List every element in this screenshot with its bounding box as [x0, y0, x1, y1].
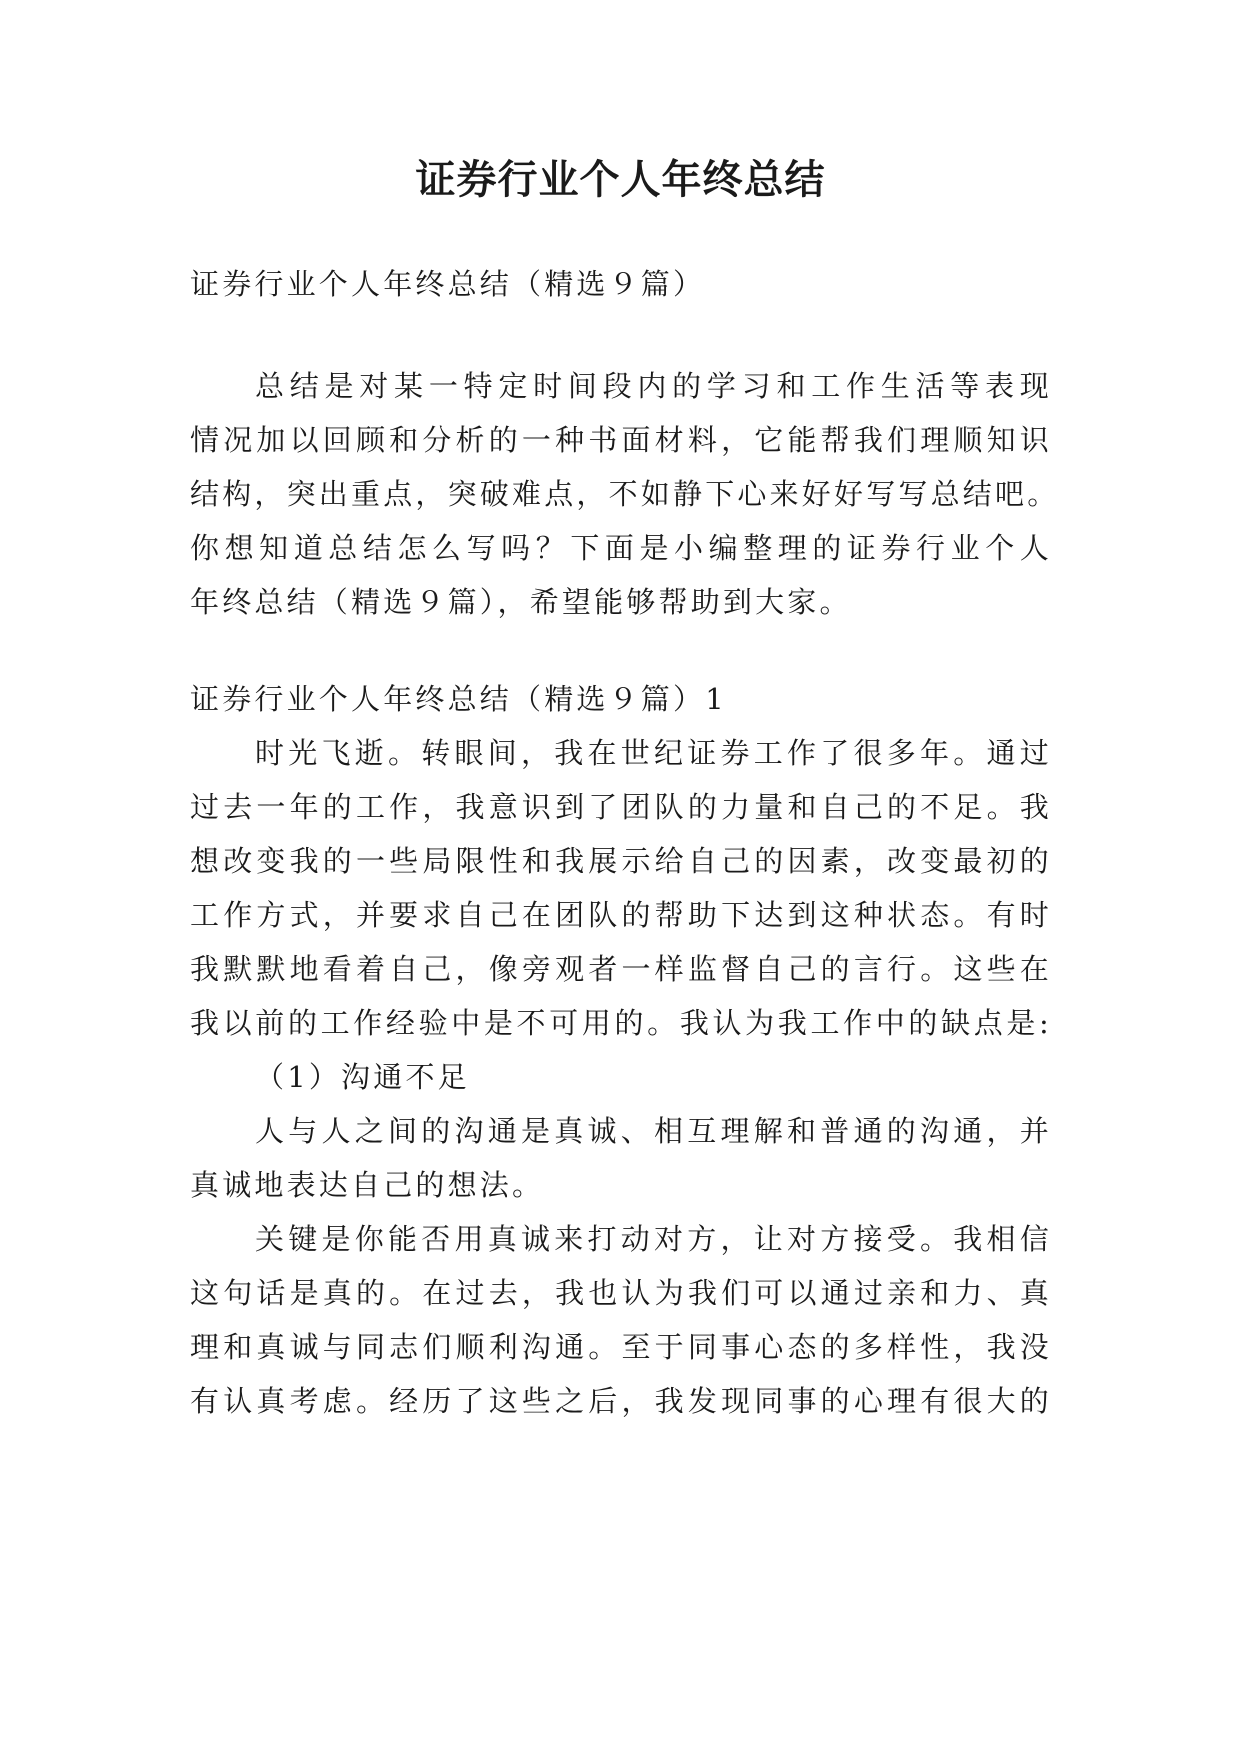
- intro-line: 情况加以回顾和分析的一种书面材料，它能帮我们理顺知识: [190, 423, 1052, 457]
- document-title: 证券行业个人年终总结: [415, 157, 826, 203]
- body-line: 我以前的工作经验中是不可用的。我认为我工作中的缺点是:: [190, 1006, 1052, 1040]
- body-line: 有认真考虑。经历了这些之后，我发现同事的心理有很大的: [190, 1384, 1052, 1418]
- body-line: 工作方式，并要求自己在团队的帮助下达到这种状态。有时: [190, 898, 1052, 932]
- body-line: 我默默地看着自己，像旁观者一样监督自己的言行。这些在: [190, 952, 1052, 986]
- body-line: 人与人之间的沟通是真诚、相互理解和普通的沟通，并: [255, 1114, 1052, 1148]
- body-line: 关键是你能否用真诚来打动对方，让对方接受。我相信: [255, 1222, 1052, 1256]
- document-subtitle: 证券行业个人年终总结（精选９篇）: [190, 267, 706, 301]
- body-line: 理和真诚与同志们顺利沟通。至于同事心态的多样性，我没: [190, 1330, 1052, 1364]
- body-line: 时光飞逝。转眼间，我在世纪证券工作了很多年。通过: [255, 736, 1052, 770]
- section-heading: 证券行业个人年终总结（精选９篇）1: [190, 682, 727, 716]
- list-item-heading: （1）沟通不足: [255, 1060, 470, 1094]
- body-line: 真诚地表达自己的想法。: [190, 1168, 545, 1202]
- intro-line: 总结是对某一特定时间段内的学习和工作生活等表现: [255, 369, 1052, 403]
- body-line: 过去一年的工作，我意识到了团队的力量和自己的不足。我: [190, 790, 1052, 824]
- body-line: 想改变我的一些局限性和我展示给自己的因素，改变最初的: [190, 844, 1052, 878]
- intro-line: 年终总结（精选９篇），希望能够帮助到大家。: [190, 585, 852, 619]
- intro-line: 你想知道总结怎么写吗？下面是小编整理的证券行业个人: [190, 531, 1052, 565]
- intro-line: 结构，突出重点，突破难点，不如静下心来好好写写总结吧。: [190, 477, 1060, 511]
- body-line: 这句话是真的。在过去，我也认为我们可以通过亲和力、真: [190, 1276, 1052, 1310]
